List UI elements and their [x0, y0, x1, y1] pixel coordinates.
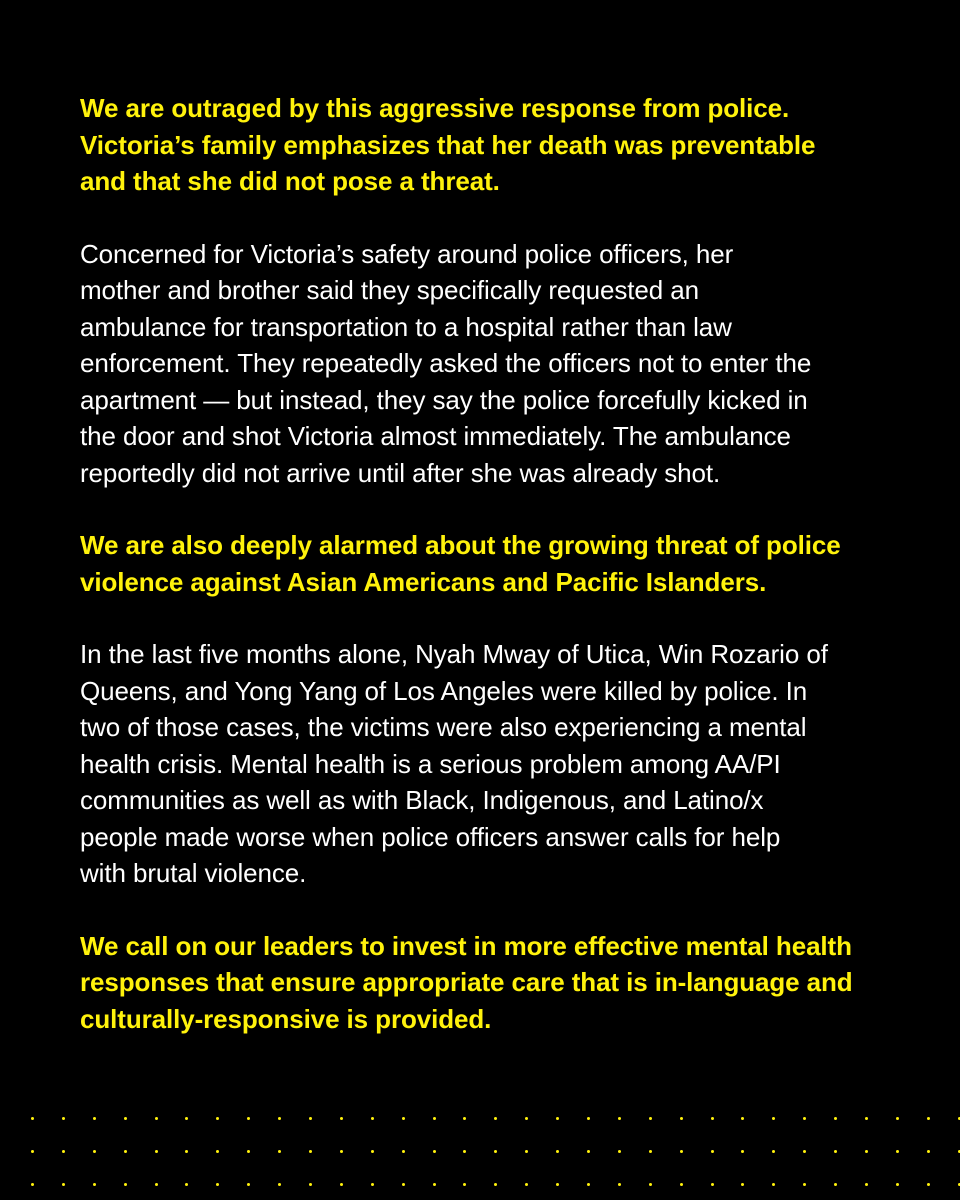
- decorative-dot: [772, 1117, 775, 1120]
- line: apartment — but instead, they say the police forcefully kicked in: [80, 384, 808, 415]
- decorative-dot: [556, 1117, 559, 1120]
- line: two of those cases, the victims were also experiencing a mental: [80, 712, 807, 742]
- decorative-dot: [216, 1117, 219, 1120]
- decorative-dot: [649, 1150, 652, 1153]
- decorative-dot: [680, 1117, 683, 1120]
- body-paragraph-recent-cases: [80, 636, 900, 892]
- decorative-dot: [62, 1183, 65, 1186]
- decorative-dot: [31, 1117, 34, 1120]
- line: Concerned for Victoria’s safety around police officers, her: [80, 238, 734, 269]
- highlight-paragraph-call-to-action: [80, 928, 900, 1038]
- decorative-dot: [433, 1183, 436, 1186]
- decorative-dot: [834, 1150, 837, 1153]
- decorative-dot: [587, 1183, 590, 1186]
- decorative-dot: [402, 1117, 405, 1120]
- decorative-dot: [62, 1150, 65, 1153]
- line: ambulance for transportation to a hospital rather than law: [80, 311, 732, 342]
- decorative-dot: [587, 1150, 590, 1153]
- decorative-dot: [93, 1117, 96, 1120]
- decorative-dot: [834, 1183, 837, 1186]
- decorative-dot: [741, 1183, 744, 1186]
- decorative-dot: [155, 1183, 158, 1186]
- decorative-dot: [93, 1150, 96, 1153]
- decorative-dot: [711, 1150, 714, 1153]
- decorative-dot: [463, 1183, 466, 1186]
- decorative-dot: [525, 1150, 528, 1153]
- dot-row: [31, 1117, 960, 1120]
- decorative-dot: [371, 1150, 374, 1153]
- paragraph-gap: [80, 491, 900, 527]
- body-paragraph-family-account: [80, 236, 900, 492]
- line: violence against Asian Americans and Pacific Islanders.: [80, 566, 767, 597]
- paragraph-gap: [80, 200, 900, 236]
- line: We are outraged by this aggressive response from police.: [80, 93, 790, 123]
- decorative-dot: [340, 1117, 343, 1120]
- line: We are also deeply alarmed about the growing threat of police: [80, 530, 841, 560]
- decorative-dot: [433, 1117, 436, 1120]
- decorative-dot: [865, 1183, 868, 1186]
- line: Victoria’s family emphasizes that her death was preventable: [80, 129, 816, 160]
- decorative-dot: [402, 1150, 405, 1153]
- decorative-dot: [494, 1183, 497, 1186]
- paragraph-gap: [80, 600, 900, 636]
- decorative-dot: [927, 1150, 930, 1153]
- decorative-dot: [278, 1150, 281, 1153]
- decorative-dot: [93, 1183, 96, 1186]
- decorative-dot: [741, 1117, 744, 1120]
- line: reportedly did not arrive until after she was already shot.: [80, 457, 721, 488]
- decorative-dot: [896, 1183, 899, 1186]
- decorative-dot: [155, 1150, 158, 1153]
- decorative-dot: [772, 1183, 775, 1186]
- decorative-dot: [587, 1117, 590, 1120]
- decorative-dot: [618, 1183, 621, 1186]
- decorative-dot: [803, 1183, 806, 1186]
- decorative-dot: [772, 1150, 775, 1153]
- line: the door and shot Victoria almost immediately. The ambulance: [80, 421, 791, 451]
- decorative-dot: [803, 1150, 806, 1153]
- line: In the last five months alone, Nyah Mway of Utica, Win Rozario of: [80, 639, 828, 669]
- decorative-dot: [309, 1117, 312, 1120]
- line: health crisis. Mental health is a serious problem among AA/PI: [80, 748, 781, 779]
- decorative-dot: [865, 1117, 868, 1120]
- line: with brutal violence.: [80, 858, 307, 888]
- decorative-dot: [185, 1183, 188, 1186]
- decorative-dot: [741, 1150, 744, 1153]
- line: culturally-responsive is provided.: [80, 1003, 492, 1034]
- decorative-dot: [371, 1117, 374, 1120]
- decorative-dot: [216, 1183, 219, 1186]
- decorative-dot: [278, 1117, 281, 1120]
- highlight-paragraph-outraged: [80, 90, 900, 200]
- decorative-dot: [556, 1183, 559, 1186]
- decorative-dot: [62, 1117, 65, 1120]
- decorative-dot: [433, 1150, 436, 1153]
- decorative-dot: [834, 1117, 837, 1120]
- decorative-dot: [649, 1117, 652, 1120]
- statement-content: [80, 90, 900, 1037]
- decorative-dot: [711, 1117, 714, 1120]
- line: responses that ensure appropriate care that is in-language and: [80, 967, 853, 997]
- line: people made worse when police officers answer calls for help: [80, 821, 781, 852]
- decorative-dot: [896, 1150, 899, 1153]
- decorative-dot: [216, 1150, 219, 1153]
- line: Queens, and Yong Yang of Los Angeles were killed by police. In: [80, 675, 808, 706]
- decorative-dot: [865, 1150, 868, 1153]
- line: enforcement. They repeatedly asked the officers not to enter the: [80, 348, 812, 378]
- line: communities as well as with Black, Indigenous, and Latino/x: [80, 785, 764, 815]
- decorative-dot: [309, 1150, 312, 1153]
- decorative-dot: [31, 1150, 34, 1153]
- decorative-dot: [494, 1117, 497, 1120]
- dot-row: [31, 1150, 960, 1153]
- decorative-dot: [155, 1117, 158, 1120]
- decorative-dot: [124, 1150, 127, 1153]
- line: mother and brother said they specifically requested an: [80, 275, 699, 305]
- decorative-dot: [463, 1150, 466, 1153]
- decorative-dot: [340, 1183, 343, 1186]
- line: We call on our leaders to invest in more effective mental health: [80, 930, 852, 961]
- highlight-paragraph-alarmed: [80, 527, 900, 600]
- decorative-dot: [185, 1117, 188, 1120]
- decorative-dot: [247, 1183, 250, 1186]
- decorative-dot: [525, 1117, 528, 1120]
- decorative-dot: [247, 1117, 250, 1120]
- decorative-dot: [309, 1183, 312, 1186]
- decorative-dot: [525, 1183, 528, 1186]
- decorative-dot: [278, 1183, 281, 1186]
- decorative-dot: [340, 1150, 343, 1153]
- decorative-dot: [680, 1150, 683, 1153]
- decorative-dot: [31, 1183, 34, 1186]
- decorative-dot: [649, 1183, 652, 1186]
- line: and that she did not pose a threat.: [80, 166, 500, 196]
- decorative-dot: [556, 1150, 559, 1153]
- decorative-dot: [402, 1183, 405, 1186]
- decorative-dot: [680, 1183, 683, 1186]
- decorative-dot: [124, 1117, 127, 1120]
- decorative-dot: [711, 1183, 714, 1186]
- decorative-dot: [494, 1150, 497, 1153]
- decorative-dot: [247, 1150, 250, 1153]
- decorative-dot: [618, 1150, 621, 1153]
- decorative-dot: [927, 1117, 930, 1120]
- decorative-dot: [618, 1117, 621, 1120]
- decorative-dot: [371, 1183, 374, 1186]
- decorative-dot: [896, 1117, 899, 1120]
- decorative-dot: [927, 1183, 930, 1186]
- decorative-dot: [185, 1150, 188, 1153]
- decorative-dot: [124, 1183, 127, 1186]
- dot-row: [31, 1183, 960, 1186]
- decorative-dot: [803, 1117, 806, 1120]
- paragraph-gap: [80, 892, 900, 928]
- decorative-dot-grid: [0, 1100, 960, 1200]
- decorative-dot: [463, 1117, 466, 1120]
